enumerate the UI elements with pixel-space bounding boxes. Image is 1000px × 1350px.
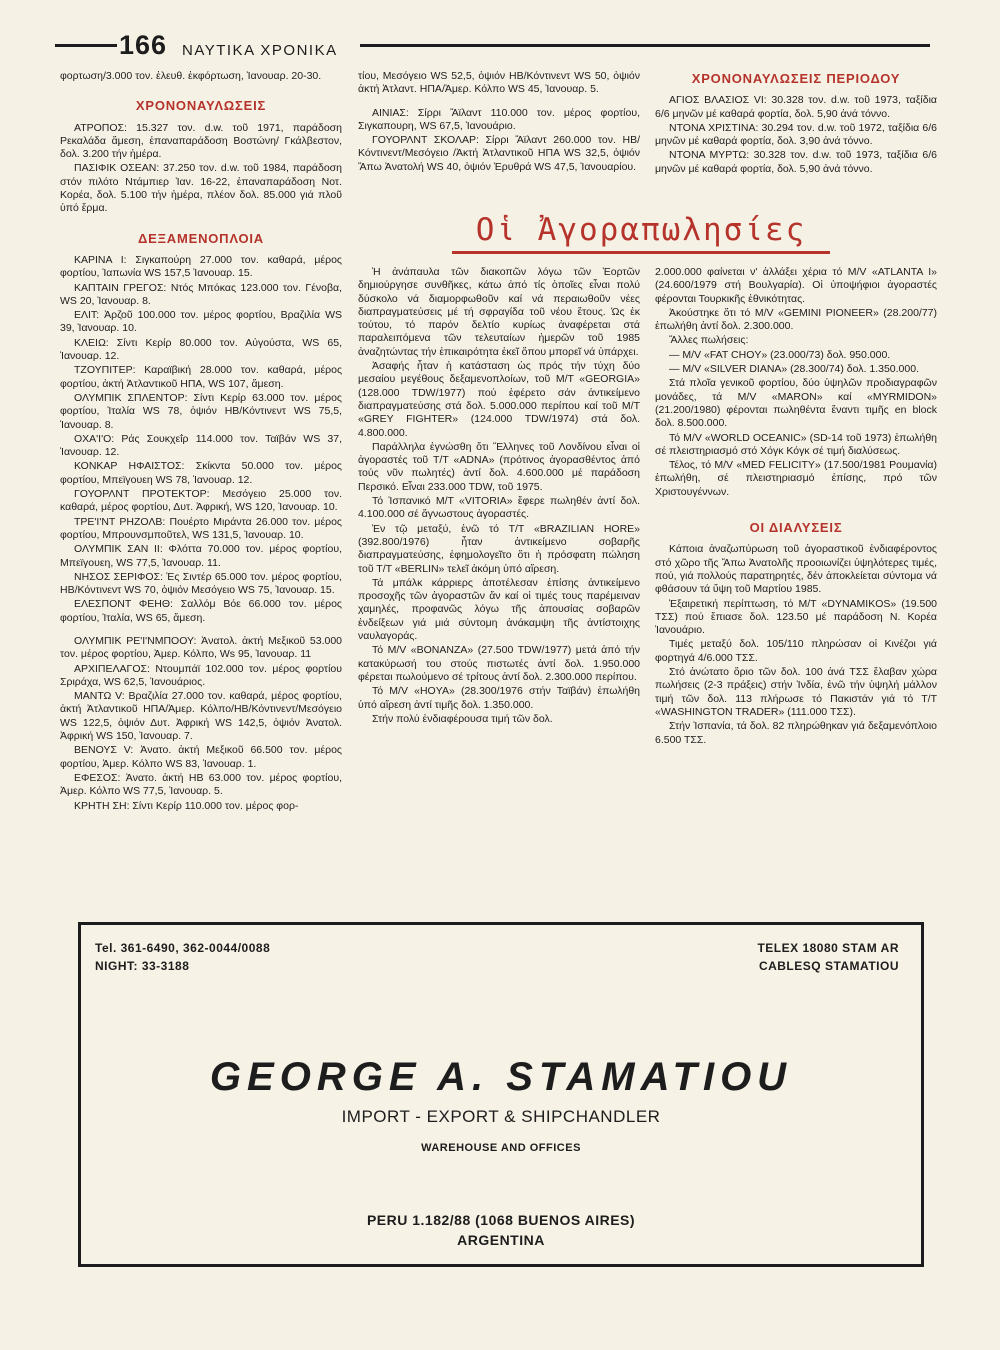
page-header [55,30,930,62]
article-paragraph: Τό Μ/V «WORLD OCEANIC» (SD-14 τοῦ 1973) ἐπωλήθη σέ πλειστηριασμό στό Χόγκ Κόγκ σέ τιμή διαλύσεως. [655,431,937,457]
article-paragraph: Ἄλλες πωλήσεις: [669,334,749,347]
list-item: ΚΑΠΤΑΙΝ ΓΡΕΓΟΣ: Ντός Μπόκας 123.000 τον. Γένοβα, WS 20, Ἰανουαρ. 8. [60,281,342,307]
list-item: ΕΛΙΤ: Ἀρζοῦ 100.000 τον. μέρος φορτίου, Βραζιλία WS 39, Ἰανουαρ. 10. [60,309,342,335]
article-paragraph: Στήν Ἰσπανία, τά δολ. 82 πληρώθηκαν γιά δεξαμενόπλοιο 6.500 ΤΣΣ. [655,720,937,746]
advertisement-box [78,922,924,1267]
list-item: ΑΡΧΙΠΕΛΑΓΟΣ: Ντουμπάϊ 102.000 τον. μέρος φορτίου Σριράχα, WS 62,5, Ἰανουάριος. [60,662,342,688]
ad-telephone: Tel. 361-6490, 362-0044/0088 [95,941,271,955]
article-paragraph: Ἀσαφής ἦταν ἡ κατάσταση ὡς πρός τήν τύχη δύο μεσαίου μεγέθους δεξαμενοπλοίων, τοῦ Μ/Τ «GEORGIA» (128.000 TDW/1977) πού ἐφέρετο σάν ἀντικείμενο διαπραγματεύσης στά δολ. 5.000.000 περίπου καί τοῦ Μ/Τ «GREY FIGHTER» (124.000 TDW/1974) στά δολ. 4.800.000. [358,360,640,439]
article-paragraph: Στό ἀνώτατο ὅριο τῶν δολ. 100 ἀνά ΤΣΣ ἔλαβαν χώρα πωλήσεις (2-3 πράξεις) στήν Ἰνδία, ἐνῶ τήν ὑψηλή μάλλον τιμή τῶν δολ. 113 πλήρωσε τό Πακιστάν γιά τό Τ/Τ «WASHINGTON TRADER» (111.000 ΤΣΣ). [655,666,937,718]
column-right-top [655,70,937,177]
list-item: ΜΑΝΤΩ V: Βραζιλία 27.000 τον. καθαρά, μέρος φορτίου, ἀκτή Ἀτλαντικοῦ ΗΠΑ/Ἀμερ. Κόλπο/ΗΒ/Κόντινεντ/Μεσόγειο WS 122,5, ὀψιόν Δυτ. Ἀφρική WS 142,5, ὀψιόν Ἀνατολ. Ἀφρική WS 150, Ἰανουαρ. 7. [60,690,342,743]
article-paragraph: Τό Μ/V «HOYA» (28.300/1976 στήν Ταϊβάν) ἐπωλήθη ὑπό αἵρεση ἀντί τιμῆς δολ. 1.350.000. [358,685,640,711]
article-paragraph: Στά πλοῖα γενικοῦ φορτίου, δύο ὑψηλῶν προδιαγραφῶν μονάδες, τά Μ/V «MARON» καί «MYRMIDON» (21.200/1980) φέρονται πωληθέντα ἔναντι τιμῆς en block δολ. 8.500.000. [655,377,937,430]
magazine-name: ΝΑΥΤΙΚΑ ΧΡΟΝΙΚΑ [182,42,338,59]
article-paragraph: Στήν πολύ ἐνδιαφέρουσα τιμή τῶν δολ. [372,712,553,725]
article-column-b [655,266,937,748]
list-item: ΚΡΗΤΗ ΣΗ: Σίντι Κερίρ 110.000 τον. μέρος φορ- [74,799,299,812]
list-item: ΟΛΥΜΠΙΚ ΣΑΝ ΙΙ: Φλόττα 70.000 τον. μέρος φορτίου, Μπεϊγουεη, WS 77,5, Ἰανουαρ. 11. [60,543,342,569]
article-title-underline [452,251,830,254]
article-paragraph: Τιμές μεταξύ δολ. 105/110 πληρώσαν οἱ Κινέζοι γιά φορτηγά 4/6.000 ΤΣΣ. [655,638,937,664]
ad-telex: TELEX 18080 STAM AR [757,941,899,955]
article-paragraph: 2.000.000 φαίνεται ν' ἀλλάξει χέρια τό Μ/V «ATLANTA Ι» (24.600/1979 στή Βουλγαρία). Οἱ ὑποψήφιοι ἀγοραστές φέρονται Τουρκικῆς ἐθνικότητας. [655,266,937,305]
ad-subtitle-2: WAREHOUSE AND OFFICES [421,1142,581,1154]
list-item: ΝΤΟΝΑ ΜΥΡΤΩ: 30.328 τον. d.w. τοῦ 1973, ταξίδια 6/6 μηνῶν μέ καθαρά φορτία, δολ. 5,90 ἀνά τόννο. [655,149,937,175]
list-item: ΟΧΑ'Ι'Ο: Ράς Σουκχεΐρ 114.000 τον. Ταϊβάν WS 37, Ἰανουαρ. 12. [60,432,342,459]
article-paragraph: Τό Μ/V «BONANZA» (27.500 TDW/1977) μετά ἀπό τήν κατακύρωσή του στούς πιστωτές ἀντί δολ. 1.950.000 φέρεται πωλούμενο σέ τρίτους ἀντί δολ. 2.300.000 περίπου. [358,644,640,683]
list-item: ΟΛΥΜΠΙΚ ΡΕ'Ι'ΝΜΠΟΟΥ: Ἀνατολ. ἀκτή Μεξικοῦ 53.000 τον. μέρος φορτίου, Ἀμερ. Κόλπο, Ws 95, Ἰανουαρ. 11 [60,634,342,661]
article-paragraph: — Μ/V «FAT CHOY» (23.000/73) δολ. 950.000. [669,348,891,361]
list-item: ΚΛΕΙΩ: Σίντι Κερίρ 80.000 τον. Αὐγούστα, WS 65, Ἰανουαρ. 12. [60,336,342,363]
section-title-scrapping: ΟΙ ΔΙΑΛΥΣΕΙΣ [749,520,843,536]
article-title-text: Οἱ Ἀγοραπωλησίες [475,212,807,248]
section-title-period-charters: ΧΡΟΝΟΝΑΥΛΩΣΕΙΣ ΠΕΡΙΟΔΟΥ [691,71,901,86]
column-left [60,70,342,814]
list-item: ΑΤΡΟΠΟΣ: 15.327 τον. d.w. τοῦ 1971, παράδοση Ρεκαλάδα ἄμεση, ἐπαναπαράδοση Βοστώνη/ Γκάλβεστον, δολ. 3.200 τήν ἡμέρα. [60,121,342,161]
article-paragraph: Ἡ ἀνάπαυλα τῶν διακοπῶν λόγω τῶν Ἑορτῶν δημιούργησε συνθῆκες, κάτω ἀπό τίς ὁποῖες εἶναι πολύ δύσκολο νά διαμορφωθοῦν καί νά περαιωθοῦν νέες διαπραγματεύσεις μέ τή σφραγίδα τοῦ νέου ἔτους. Ὡς ἐκ τούτου, τό παρόν δελτίο κυρίως ἀναφέρεται στά παραλειπόμενα τῶν τελευταίων ἡμερῶν τοῦ 1985 ἀναζητώντας τήν ἐπικαιρότητα ἐκεῖ ὅπου μπορεῖ νά ὑπάρχει. [358,266,640,358]
list-item: ΑΙΝΙΑΣ: Σίρρι Ἄϊλαντ 110.000 τον. μέρος φορτίου, Σιγκαπουρη, WS 67,5, Ἰανουάριο. [358,106,640,132]
list-item: τίου, Μεσόγειο WS 52,5, ὀψιόν ΗΒ/Κόντινεντ WS 50, ὀψιόν ἀκτή Ἀτλαντ. ΗΠΑ/Ἀμερ. Κόλπο WS 45, Ἰανουαρ. 5. [358,70,640,96]
article-paragraph: Τό Ἰσπανικό Μ/Τ «VITORIA» ἔφερε πωληθέν ἀντί δολ. 4.100.000 σέ ἄγνωστους ἀγοραστές. [358,495,640,521]
list-item: ΤΡΕ'Ι'ΝΤ ΡΗΖΟΛΒ: Πουέρτο Μιράντα 26.000 τον. μέρος φορτίου, Μπρουνσμποῦτελ, WS 131,5, Ἰανουαρ. 10. [60,515,342,541]
list-item: ΑΓΙΟΣ ΒΛΑΣΙΟΣ VI: 30.328 τον. d.w. τοῦ 1973, ταξίδια 6/6 μηνῶν μέ καθαρά φορτία, δολ. 5,90 ἀνά τόννο. [655,94,937,120]
article-paragraph: Τά μπάλκ κάρριερς ἀποτέλεσαν ἐπίσης ἀντικείμενο προσοχῆς τῶν ἀγοραστῶν ἄν καί οἱ τιμές τους παρέμειναν χαμηλές, προφανῶς λόγω τῆς ἀπουσίας σοβαρῶν ἐνδείξεων γιά μιά σύντομη ἀνάκαμψη τῆς ἀντίστοιχης ναυλαγοράς. [358,576,640,643]
list-item: ΒΕΝΟΥΣ V: Ἀνατο. ἀκτή Μεξικοῦ 66.500 τον. μέρος φορτίου, Ἀμερ. Κόλπο WS 83, Ἰανουαρ. 1. [60,744,342,770]
ad-country: ARGENTINA [457,1232,545,1248]
article-paragraph: Τέλος, τό Μ/V «MED FELICITY» (17.500/1981 Ρουμανία) ἐπωλήθη, σέ πλειστηριασμό ἐπίσης, πρό τῶν Χριστουγέννων. [655,459,937,498]
list-item: ΟΛΥΜΠΙΚ ΣΠΛΕΝΤΟΡ: Σίντι Κερίρ 63.000 τον. μέρος φορτίου, Ἰταλία WS 78, ὀψιόν ΗΒ/Κόντινεντ WS 75,5, Ἰανουαρ. 8. [60,391,342,431]
article-paragraph: Ἐν τῷ μεταξύ, ἐνῶ τό Τ/Τ «BRAZILIAN HORE» (392.800/1976) ἦταν ἀντικείμενο σοβαρῆς διαπραγματεύσης, ἐφημολογεῖτο ὅτι ἡ πρόσφατη πώληση τοῦ Τ/Τ «BERLIN» τελεῖ ἀκόμη ὑπό αἵρεση. [358,522,640,575]
header-rule-right [360,44,930,47]
page-number: 166 [119,30,168,60]
ad-cable: CABLESQ STAMATIOU [758,959,899,973]
article-paragraph: Κάποια ἀναζωπύρωση τοῦ ἀγοραστικοῦ ἐνδιαφέροντος στό χῶρο τῆς Ἄπω Ἀνατολῆς προοιωνίζει ὑψηλότερες τιμές, πού, γιά πολλούς παρατηρητές, δέν ἀποκλείεται σύντομα νά φθάσουν τά ὕψη τοῦ Μαρτίου 1985. [655,543,937,596]
ad-night-phone: NIGHT: 33-3188 [95,959,190,973]
article-paragraph: — Μ/V «SILVER DIANA» (28.300/74) δολ. 1.350.000. [669,363,919,376]
article-column-a [358,266,640,727]
column-middle-top [358,70,640,175]
article-title [452,212,830,256]
article-paragraph: Ἀκούστηκε ὅτι τό Μ/V «GEMINI PIONEER» (28.200/77) ἐπωλήθη ἀντί δολ. 2.300.000. [655,306,937,333]
list-item: ΠΑΣΙΦΙΚ ΟΣΕΑΝ: 37.250 τον. d.w. τοῦ 1984, παράδοση στόν πιλότο Ντάμπιερ Ἰαν. 16-22, ἐπαναπαράδοση Νοτ. Κορέα, δολ. 5.100 τήν ἡμέρα, πλέον δολ. 85.000 γιά πλοῦ ὑπό ἕρμα. [60,162,342,215]
ad-address: PERU 1.182/88 (1068 BUENOS AIRES) [366,1212,636,1228]
list-item: ΓΟΥΟΡΛΝΤ ΠΡΟΤΕΚΤΟΡ: Μεσόγειο 25.000 τον. καθαρά, μέρος φορτίου, Δυτ. Ἀφρική, WS 120, Ἰανουαρ. 10. [60,488,342,514]
list-item: ΝΤΟΝΑ ΧΡΙΣΤΙΝΑ: 30.294 τον. d.w. τοῦ 1972, ταξίδια 6/6 μηνῶν μέ καθαρά φορτία, δολ. 3,90 ἀνά τόννο. [655,121,937,148]
section-title-tankers: ΔΕΞΑΜΕΝΟΠΛΟΙΑ [138,230,264,246]
article-paragraph: Παράλληλα ἐγνώσθη ὅτι Ἕλληνες τοῦ Λονδίνου εἶναι οἱ ἀγοραστές τοῦ Τ/Τ «ADNA» (πρότινος ἀγορασθέντος ἀπό τούς νῦν πωλητές) ἀντί δολ. 4.600.000 μέ παράδοση Περσικό. Εἶναι 233.000 TDW, τοῦ 1975. [358,440,640,493]
list-item: ΤΖΟΥΠΙΤΕΡ: Καραϊβική 28.000 τον. καθαρά, μέρος φορτίου, ἀκτή Ἀτλαντικοῦ ΗΠΑ, WS 107, ἄμεση. [60,364,342,390]
list-item: ΕΦΕΣΟΣ: Ἀνατο. ἀκτή ΗΒ 63.000 τον. μέρος φορτίου, Ἀμερ. Κόλπο WS 77,5, Ἰανουαρ. 5. [60,771,342,798]
ad-subtitle: IMPORT - EXPORT & SHIPCHANDLER [341,1107,661,1126]
ad-company-name: GEORGE A. STAMATIOU [209,1055,793,1099]
intro-text: φορτωση/3.000 τον. ἐλευθ. ἐκφόρτωση, Ἰανουαρ. 20-30. [60,70,322,82]
list-item: ΚΑΡΙΝΑ Ι: Σιγκαπούρη 27.000 τον. καθαρά, μέρος φορτίου, Ἰαπωνία WS 157,5 Ἰανουαρ. 15. [60,253,342,280]
list-item: ΕΛΕΣΠΟΝΤ ΦΕΗΘ: Σαλλόμ Βόε 66.000 τον. μέρος φορτίου, Ἰταλία, WS 65, ἄμεση. [60,598,342,624]
section-title-timecharters: ΧΡΟΝΟΝΑΥΛΩΣΕΙΣ [135,98,267,114]
article-paragraph: Ἐξαιρετική περίπτωση, τό Μ/Τ «DYNAMIKOS» (19.500 ΤΣΣ) πού ἔπιασε δολ. 123.50 μέ παράδοση Ν. Κορέα Ἰανουάριο. [655,597,937,637]
list-item: ΓΟΥΟΡΛΝΤ ΣΚΟΛΑΡ: Σίρρι Ἄϊλαντ 260.000 τον. ΗΒ/Κόντινεντ/Μεσόγειο /Ἀκτή Ἀτλαντικοῦ ΗΠΑ WS 32,5, ὀψιόν Ἄπω Ἀνατολή WS 40, ὀψιόν Ἐρυθρά WS 47,5, Ἰανουαρίου. [358,134,640,173]
list-item: ΚΟΝΚΑΡ ΗΦΑΙΣΤΟΣ: Σκίκντα 50.000 τον. μέρος φορτίου, Μπεϊγουεη WS 78, Ἰανουαρ. 12. [60,460,342,486]
header-rule-left [55,44,117,47]
list-item: ΝΗΣΟΣ ΣΕΡΙΦΟΣ: Ἐς Σιντέρ 65.000 τον. μέρος φορτίου, ΗΒ/Κόντινεντ WS 70, ὀψιόν Μεσόγειο WS 75, Ἰανουαρ. 15. [60,570,342,597]
